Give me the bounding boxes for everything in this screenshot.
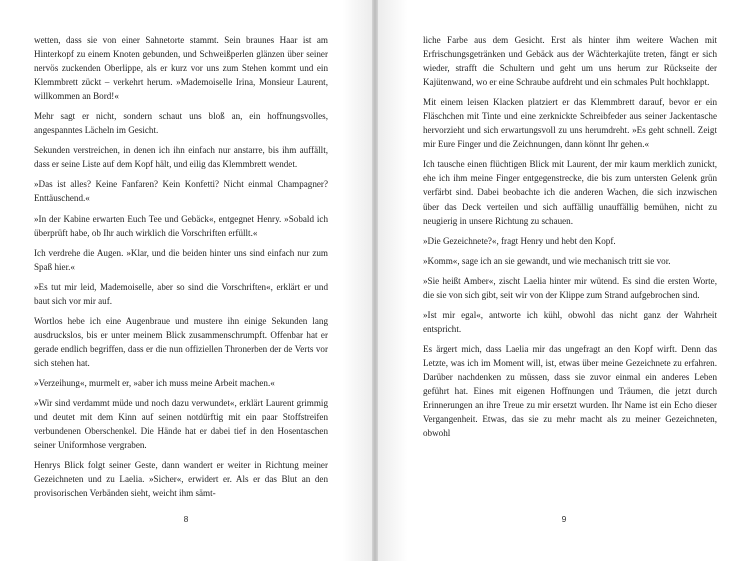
paragraph: »Wir sind verdammt müde und noch dazu verwundet«, erklärt Laurent grimmig und deutet mit dem Kinn auf seinen notdürftig mit ein paar Stoffstreifen verbundenen Oberschenkel. Die Hände hat er dabei tief in den Hosentaschen seiner Uniformhose vergraben.	[34, 398, 328, 451]
paragraph: »Ist mir egal«, antworte ich kühl, obwohl das nicht ganz der Wahrheit entspricht.	[423, 309, 717, 334]
paragraph: Henrys Blick folgt seiner Geste, dann wandert er weiter in Richtung meiner Gezeichneten und zu Laelia. »Sicher«, erwidert er. Als er das Blut an den provisorischen Verbänden sieht, weicht ihm sämt-	[34, 460, 328, 499]
paragraph: wetten, dass sie von einer Sahnetorte stammt. Sein braunes Haar ist am Hinterkopf zu einem Knoten gebunden, und Schweißperlen glänzen über seiner nervös zuckenden Oberlippe, als er kurz vor uns zum Stehen kommt und ein Klemmbrett zückt – verkehrt herum. »Mademoiselle Irina, Monsieur Laurent, willkommen an Bord!«	[34, 35, 328, 102]
right-page	[378, 0, 750, 561]
page-number: 8	[183, 514, 189, 524]
paragraph: »Sie heißt Amber«, zischt Laelia hinter mir wütend. Es sind die ersten Worte, die sie von sich gibt, seit wir von der Klippe zum Strand aufgebrochen sind.	[423, 275, 717, 300]
paragraph: liche Farbe aus dem Gesicht. Erst als hinter ihm weitere Wachen mit Erfrischungsgetränken und Gebäck aus der Wächterkajüte treten, fängt er sich wieder, strafft die Schultern und geht um uns herum zur Rückseite der Kajütenwand, wo er eine Schraube aufdreht und ein schmales Pult hochklappt.	[423, 35, 717, 88]
paragraph: »Die Gezeichnete?«, fragt Henry und hebt den Kopf.	[423, 235, 616, 246]
paragraph: Es ärgert mich, dass Laelia mir das ungefragt an den Kopf wirft. Denn das Letzte, was ich im Moment will, ist, etwas über meine Gezeichnete zu erfahren. Darüber nachdenken zu müssen, dass sie zuvor einmal ein anderes Leben geführt hat. Eines mit eigenen Hoffnungen und Träumen, die jetzt durch Erinnerungen an ihre Treue zu mir ersetzt wurden. Ihr Name ist ein Echo dieser Vergangenheit. Etwas, das sie zu mehr macht als zu meiner Gezeichneten, obwohl	[423, 343, 717, 439]
paragraph: Ich verdrehe die Augen. »Klar, und die beiden hinter uns sind einfach nur zum Spaß hier.«	[34, 247, 328, 272]
paragraph: »Das ist alles? Keine Fanfaren? Kein Konfetti? Nicht einmal Champagner? Enttäuschend.«	[34, 179, 328, 204]
paragraph: »Komm«, sage ich an sie gewandt, und wie mechanisch tritt sie vor.	[423, 255, 671, 266]
left-page	[0, 0, 372, 561]
paragraph: Wortlos hebe ich eine Augenbraue und mustere ihn einige Sekunden lang ausdruckslos, bis er unter meinem Blick zusammenschrumpft. Offenbar hat er gerade endlich begriffen, dass er die nun offiziellen Thronerben der de Verts vor sich stehen hat.	[34, 315, 328, 368]
paragraph: Mit einem leisen Klacken platziert er das Klemmbrett darauf, bevor er ein Fläschchen mit Tinte und eine zerknickte Schreibfeder aus seiner Jackentasche hervorzieht und sich erwartungsvoll zu uns herumdreht. »Es geht schnell. Zeigt mir Eure Finger und die Zeichnungen, dann könnt Ihr gehen.«	[423, 97, 717, 150]
paragraph: Ich tausche einen flüchtigen Blick mit Laurent, der mir kaum merklich zunickt, ehe ich ihm meine Finger entgegenstrecke, die bis zum untersten Gelenk grün verfärbt sind. Dabei beobachte ich die anderen Wachen, die sich inzwischen über das Deck verteilen und sich auffällig unauffällig bemühen, nicht zu neugierig in unsere Richtung zu schauen.	[423, 159, 717, 226]
paragraph: Mehr sagt er nicht, sondern schaut uns bloß an, ein hoffnungsvolles, angespanntes Lächeln im Gesicht.	[34, 111, 328, 136]
paragraph: »Es tut mir leid, Mademoiselle, aber so sind die Vorschriften«, erklärt er und baut sich vor mir auf.	[34, 281, 328, 306]
paragraph: Sekunden verstreichen, in denen ich ihn einfach nur anstarre, bis ihm auffällt, dass er seine Liste auf dem Kopf hält, und eilig das Klemmbrett wendet.	[34, 145, 328, 170]
page-number: 9	[561, 514, 567, 524]
paragraph: »Verzeihung«, murmelt er, »aber ich muss meine Arbeit machen.«	[34, 377, 275, 388]
paragraph: »In der Kabine erwarten Euch Tee und Gebäck«, entgegnet Henry. »Sobald ich überprüft habe, ob Ihr auch wirklich die Vorschriften erfüllt.«	[34, 213, 328, 238]
left-page-text	[34, 33, 328, 506]
right-page-text	[423, 33, 717, 446]
